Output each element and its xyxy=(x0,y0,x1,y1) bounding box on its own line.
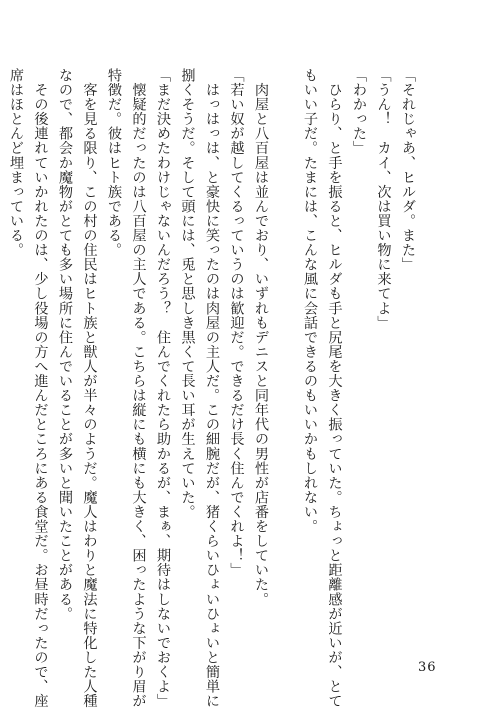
text-line xyxy=(0,68,4,628)
text-line: 「まだ決めたわけじゃないんだろう？ 住んでくれたら助かるが、まぁ、期待はしないでおくよ」 xyxy=(155,68,171,709)
text-line: 「うん！ カイ、次は買い物に来てよ」 xyxy=(375,68,392,330)
text-line: 席はほとんど埋まっている。 xyxy=(8,68,24,258)
text-line: もいい子だ。たまには、こんな風に会話できるのもいいかもしれない。 xyxy=(302,68,318,534)
blank-line xyxy=(273,68,298,628)
page-number: 36 xyxy=(418,660,437,675)
text-line: ひらり、と手を振ると、ヒルダも手と尻尾を大きく振っていた。ちょっと距離感が近いが、とて xyxy=(326,68,343,709)
text-line: 客を見る限り、この村の住民はヒト族と獣人が半々のようだ。魔人はわりと魔法に特化した人種 xyxy=(81,68,98,709)
text-line: 「それじゃあ、ヒルダ。また」 xyxy=(400,68,416,272)
text-line: 特徴だ。彼はヒト族である。 xyxy=(106,68,122,258)
text-line: その後連れていかれたのは、少し役場の方へ進んだところにある食堂だ。お昼時だったので、座 xyxy=(32,68,49,709)
vertical-text-block xyxy=(8,68,420,709)
text-line: 「若い奴が越してくるっていうのは歓迎だ。できるだけ長く住んでくれよ！」 xyxy=(228,68,245,578)
text-line: 肉屋と八百屋は並んでおり、いずれもデニスと同年代の男性が店番をしていた。 xyxy=(253,68,269,607)
text-line: なので、都会か魔物がとても多い場所に住んでいることが多いと聞いたことがある。 xyxy=(57,68,73,621)
text-line: はっはっは、と豪快に笑ったのは肉屋の主人だ。この細腕だが、猪くらいひょいひょいと簡単に xyxy=(204,68,220,709)
text-line: 「わかった」 xyxy=(351,68,367,156)
text-line: 捌くそうだ。そして頭には、兎と思しき黒くて長い耳が生えていた。 xyxy=(179,68,196,520)
text-line: 懐疑的だったのは八百屋の主人である。こちらは縦にも横にも大きく、困ったような下がり眉が xyxy=(130,68,147,709)
